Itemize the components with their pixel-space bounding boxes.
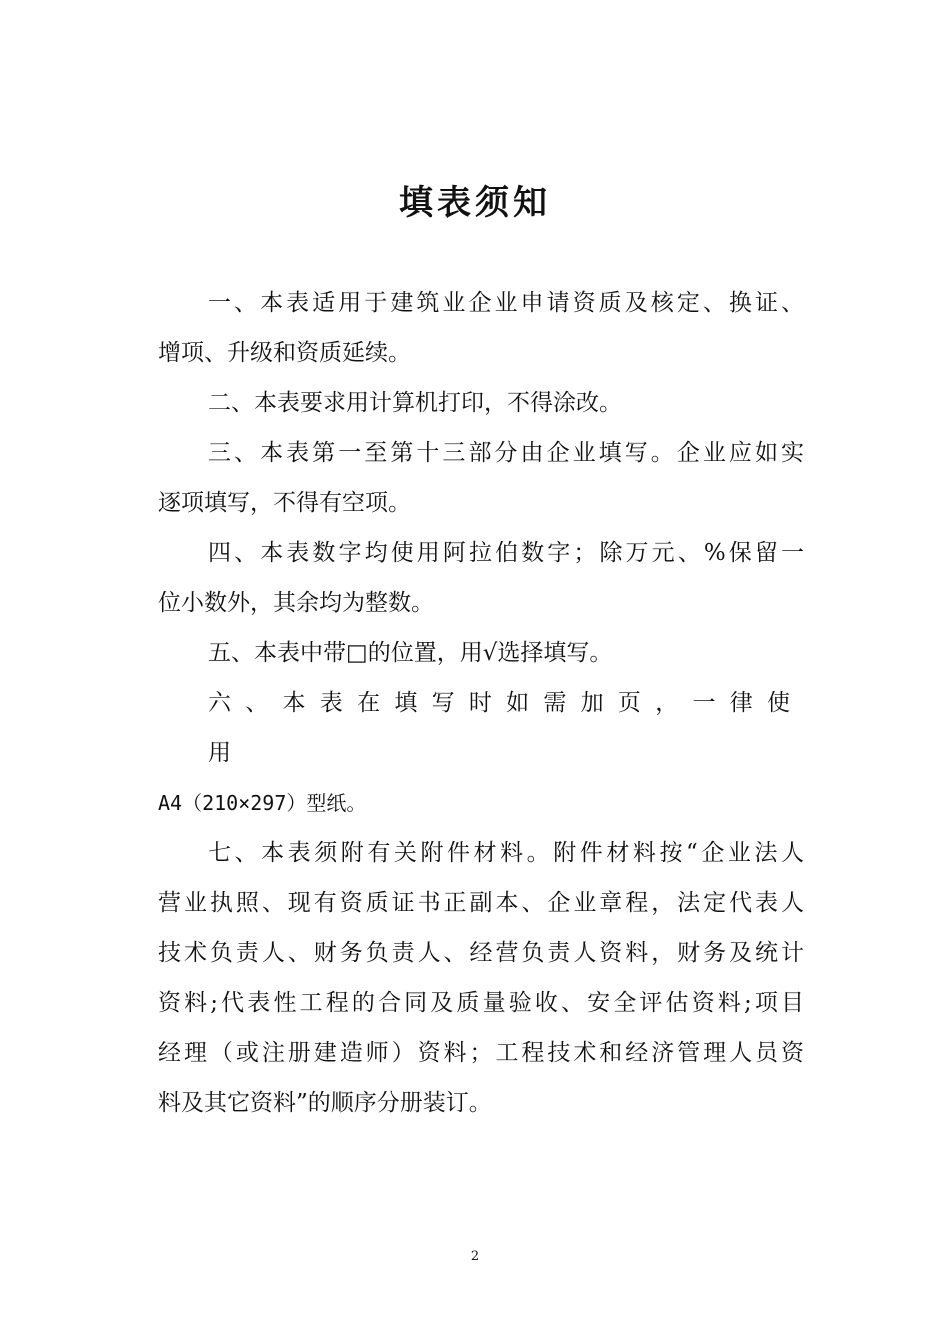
page-title: 填表须知 (399, 183, 551, 223)
instruction-line: 营业执照、现有资质证书正副本、企业章程，法定代表人 (158, 890, 804, 916)
instruction-line: 经理（或注册建造师）资料；工程技术和经济管理人员资 (158, 1040, 804, 1066)
instruction-line: 逐项填写，不得有空项。 (158, 490, 411, 516)
instruction-item-4 (158, 528, 804, 628)
instruction-line: 技术负责人、财务负责人、经营负责人资料，财务及统计 (158, 940, 804, 966)
instruction-line: 位小数外，其余均为整数。 (158, 590, 434, 616)
instruction-line: 二、本表要求用计算机打印，不得涂改。 (208, 390, 622, 416)
instruction-line: A4（210×297）型纸。 (158, 791, 367, 815)
instruction-line: 一、本表适用于建筑业企业申请资质及核定、换证、 (208, 290, 804, 316)
instruction-item-1 (158, 278, 804, 378)
page-number: 2 (470, 1249, 480, 1264)
instructions-body (158, 278, 804, 1128)
instruction-item-3 (158, 428, 804, 528)
instruction-line: 料及其它资料”的顺序分册装订。 (158, 1090, 492, 1116)
instruction-line: 五、本表中带□的位置，用√选择填写。 (208, 640, 613, 666)
instruction-line: 资料;代表性工程的合同及质量验收、安全评估资料;项目 (158, 990, 804, 1016)
instruction-line: 六、本表在填写时如需加页，一律使用 (208, 690, 804, 766)
instruction-line: 七、本表须附有关附件材料。附件材料按“企业法人 (208, 840, 804, 866)
instruction-item-7 (158, 828, 804, 1128)
instruction-line: 增项、升级和资质延续。 (158, 340, 411, 366)
instruction-line: 四、本表数字均使用阿拉伯数字；除万元、%保留一 (208, 540, 804, 566)
instruction-item-5 (158, 628, 804, 678)
instruction-item-6 (158, 678, 804, 828)
instruction-item-2 (158, 378, 804, 428)
instruction-line: 三、本表第一至第十三部分由企业填写。企业应如实 (208, 440, 804, 466)
